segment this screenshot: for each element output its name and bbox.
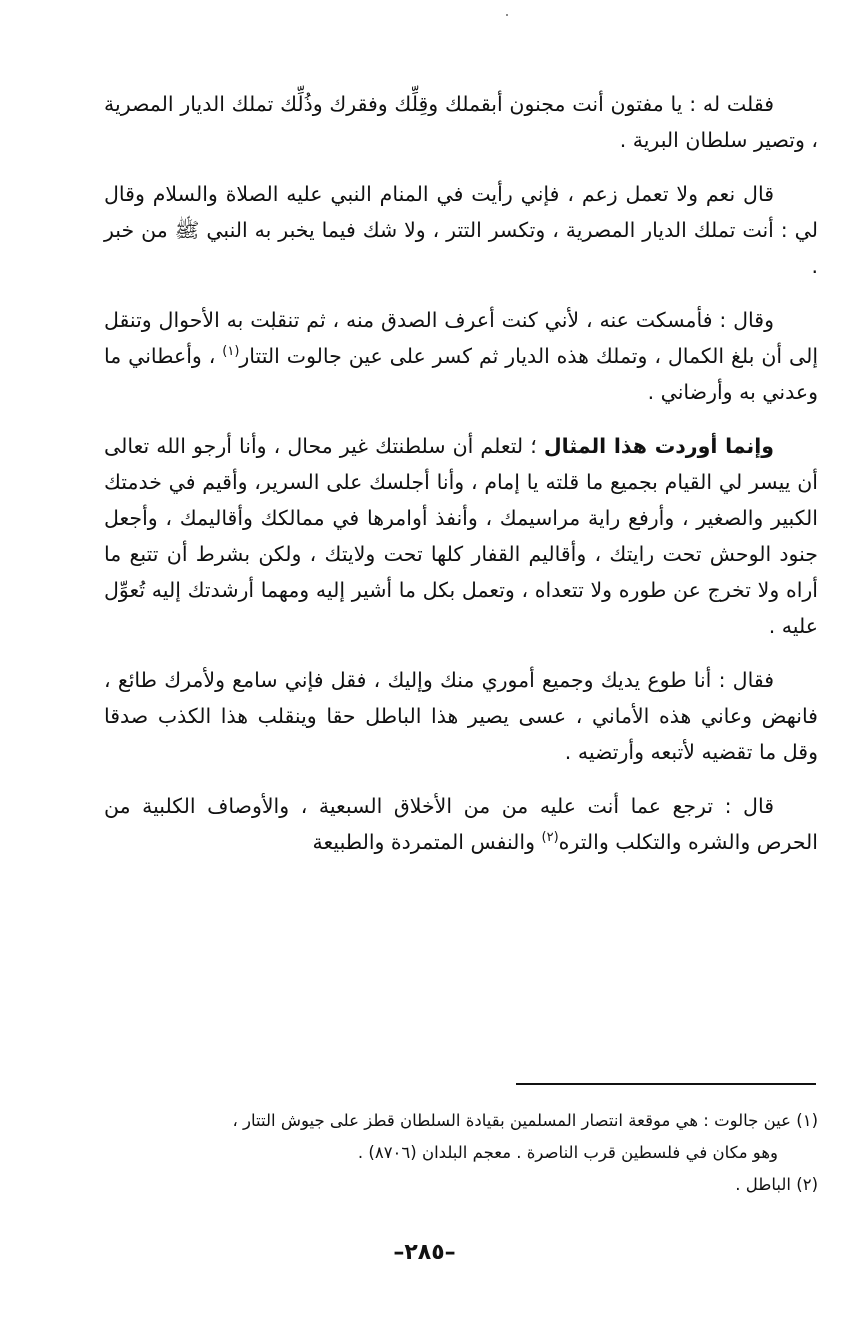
page-number: –٢٨٥–: [393, 1240, 456, 1265]
footnote-marker-2[interactable]: (٢): [541, 830, 559, 846]
footnote-divider: [516, 1083, 816, 1085]
paragraph-text: فقال : أنا طوع يديك وجميع أموري منك وإليك ، فقل فإني سامع ولأمرك طائع ، فانهض وعاني هذه الأماني ، عسى يصير هذا الباطل حقا وينقلب هذا الكذب صدقا وقل ما تقضيه لأتبعه وأرتضيه .: [104, 668, 818, 764]
footnotes: [104, 1105, 818, 1201]
paragraph-3: [104, 302, 818, 410]
footnote-2: [104, 1169, 818, 1201]
footnote-marker-1[interactable]: (١): [222, 344, 240, 360]
scan-speck: [506, 14, 508, 16]
paragraph-text: فقلت له : يا مفتون أنت مجنون أبقملك وقِلِّك وفقرك وذُلِّك تملك الديار المصرية ، وتصير سلطان البرية .: [104, 92, 818, 152]
paragraph-lead: وإنما أوردت هذا المثال: [543, 434, 774, 458]
paragraph-text: ؛ لتعلم أن سلطنتك غير محال ، وأنا أرجو الله تعالى أن ييسر لي القيام بجميع ما قلته يا إمام ، وأنا أجلسك على السرير، وأقيم في خدمتك الكبير والصغير ، وأرفع راية مراسيمك ، وأنفذ أوامرها في ممالكك وأقاليمك ، وأجعل جنود الوحش تحت رايتك ، وأقاليم القفار كلها تحت ولايتك ، ولكن بشرط أن تتبع ما أراه ولا تخرج عن طوره ولا تتعداه ، وتعمل بكل ما أشير إليه ومهما أرشدتك إليه تُعوِّل عليه .: [104, 434, 818, 638]
paragraph-text: وقال : فأمسكت عنه ، لأني كنت أعرف الصدق منه ، ثم تنقلت به الأحوال وتنقل إلى أن بلغ الكمال ، وتملك هذه الديار ثم كسر على عين جالوت التتار: [104, 308, 819, 368]
paragraph-text: ، وأعطاني ما وعدني به وأرضاني .: [104, 344, 818, 404]
footnote-text: (٢) الباطل .: [735, 1175, 818, 1194]
paragraph-4: [104, 428, 818, 644]
paragraph-6: [104, 788, 818, 860]
paragraph-text: قال : ترجع عما أنت عليه من من الأخلاق السبعية ، والأوصاف الكلبية من الحرص والشره والتكلب والتره: [104, 794, 818, 854]
main-text: [104, 86, 818, 878]
paragraph-1: [104, 86, 818, 158]
paragraph-text: قال نعم ولا تعمل زعم ، فإني رأيت في المنام النبي عليه الصلاة والسلام وقال لي : أنت تملك الديار المصرية ، وتكسر التتر ، ولا شك فيما يخبر به النبي ﷺ من خبر .: [104, 182, 818, 278]
footnote-text: وهو مكان في فلسطين قرب الناصرة . معجم البلدان (٨٧٠٦) .: [357, 1143, 778, 1162]
paragraph-2: [104, 176, 818, 284]
paragraph-text: والنفس المتمردة والطبيعة: [312, 830, 542, 854]
footnote-1: [104, 1105, 818, 1137]
footnote-text: (١) عين جالوت : هي موقعة انتصار المسلمين بقيادة السلطان قطز على جيوش التتار ،: [232, 1111, 818, 1130]
footnote-1-continuation: [104, 1137, 818, 1169]
paragraph-5: [104, 662, 818, 770]
